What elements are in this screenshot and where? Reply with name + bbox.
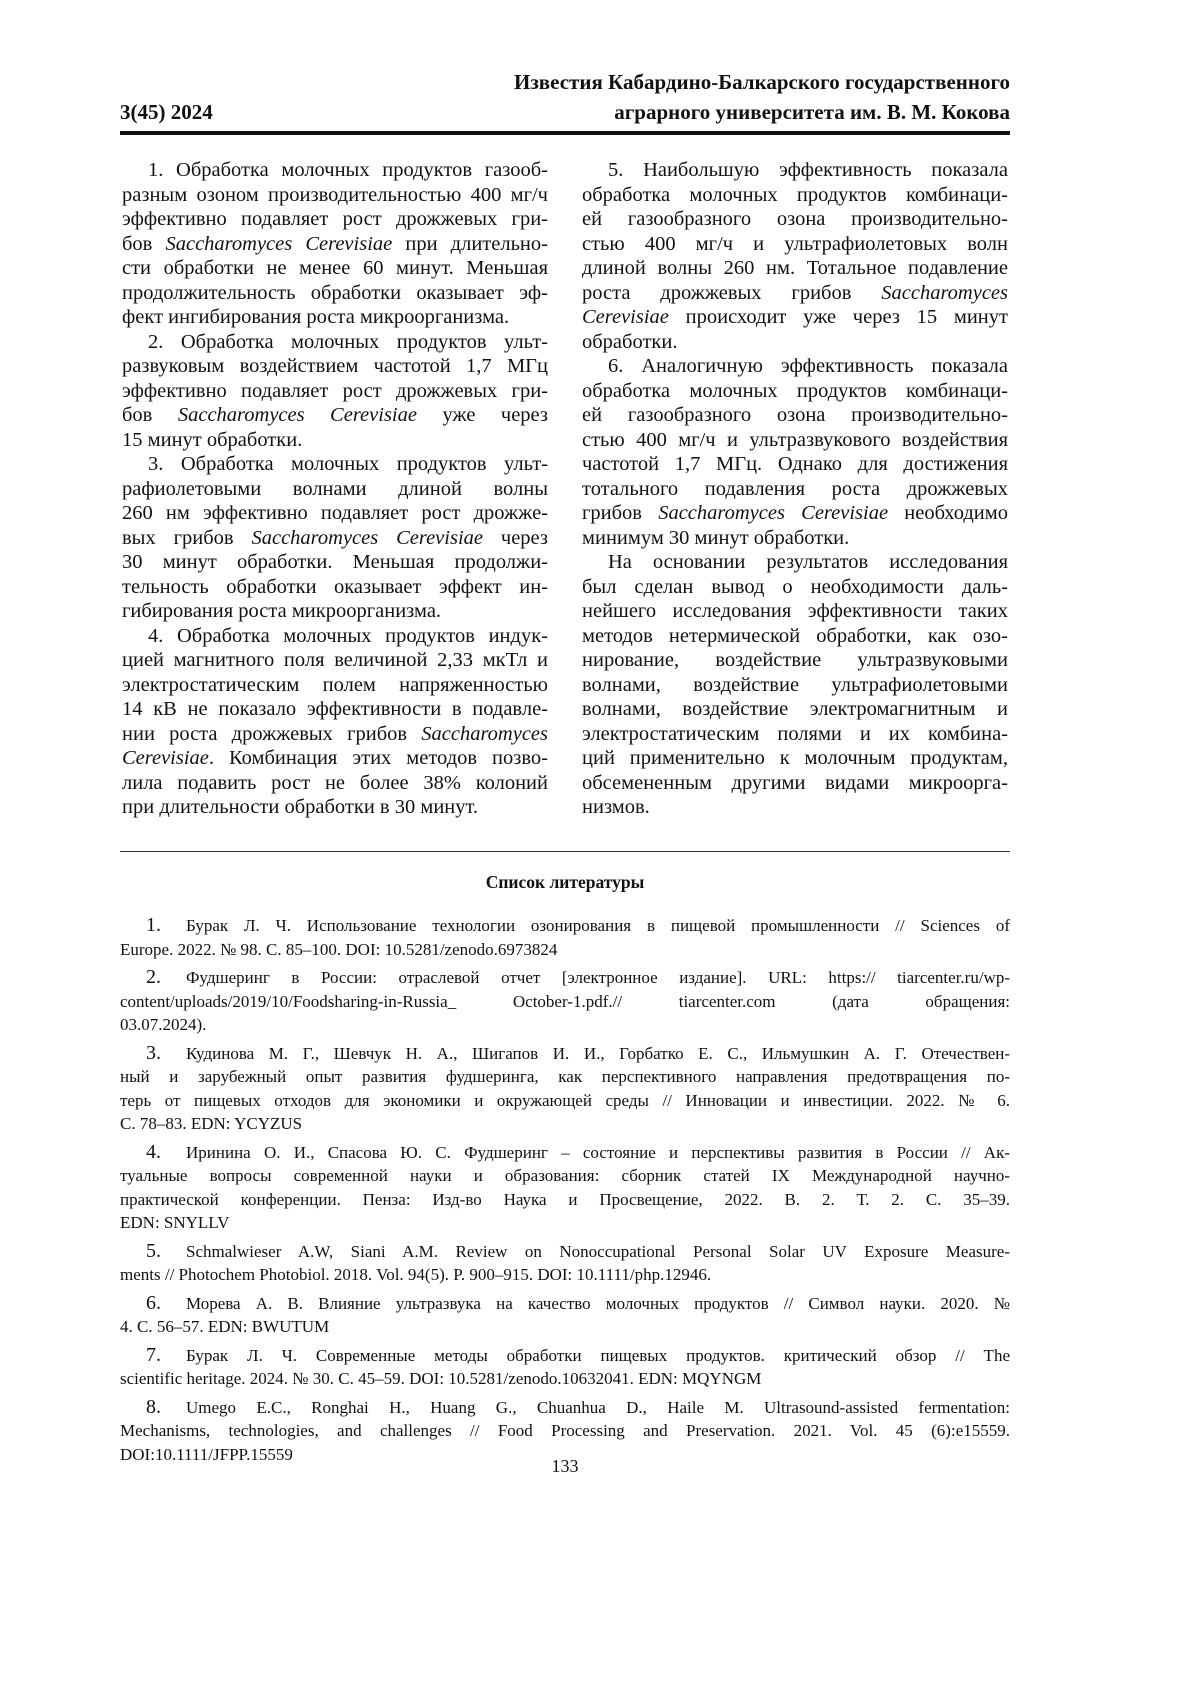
paragraph [122,330,548,453]
reference-text: Фудшеринг в России: отраслевой отчет [электронное издание]. URL: https:// tiarcenter.ru/wp- [186,968,1010,987]
reference-item [120,1292,1010,1339]
text-line [582,428,1008,453]
text-segment: волнами, воздействие ультрафиолетовыми [582,674,1008,696]
reference-line [120,1396,1010,1420]
text-line [122,158,548,183]
reference-text: Иринина О. И., Спасова Ю. С. Фудшеринг – состояние и перспективы развития в России // Ак- [186,1143,1010,1162]
text-segment: электростатическим полями и их комбина- [582,723,1008,745]
text-line [582,403,1008,428]
text-segment: эффективно подавляет рост дрожжевых гри- [122,208,548,230]
text-line [122,428,548,453]
text-line [582,158,1008,183]
reference-text: Umego E.C., Ronghai H., Huang G., Chuanhua D., Haile M. Ultrasound-assisted fermentation: [186,1398,1010,1417]
reference-text: практической конференции. Пенза: Изд-во Наука и Просвещение, 2022. В. 2. Т. 2. С. 35–39. [120,1190,1010,1209]
text-segment: развуковым воздействием частотой 1,7 МГц [122,355,548,377]
text-segment: 1. Обработка молочных продуктов газооб- [148,159,548,181]
text-segment: 260 нм эффективно подавляет рост дрожже- [122,502,548,524]
paragraph [582,158,1008,354]
text-line [122,354,548,379]
text-line [582,232,1008,257]
reference-number: 1. [146,914,186,938]
reference-line [120,1292,1010,1316]
reference-text: Mechanisms, technologies, and challenges // Food Processing and Preservation. 2021. Vol. 45 (6):e15559. [120,1421,1010,1440]
text-segment: стью 400 мг/ч и ультрафиолетовых волн [582,233,1008,255]
text-segment: минимум 30 минут обработки. [582,527,849,549]
text-line [122,452,548,477]
reference-item [120,1240,1010,1287]
text-line [582,526,1008,551]
reference-line [120,1211,1010,1235]
text-segment: нии роста дрожжевых грибов [122,723,421,745]
text-segment: цией магнитного поля величиной 2,33 мкТл и [122,649,548,671]
reference-line [120,1042,1010,1066]
right-column [582,158,1008,820]
header-divider [120,131,1010,135]
reference-number: 7. [146,1344,186,1368]
text-segment: нейшего исследования эффективности таких [582,600,1008,622]
text-line [582,354,1008,379]
text-segment: гибирования роста микроорганизма. [122,600,441,622]
text-line [122,281,548,306]
text-segment: фект ингибирования роста микроорганизма. [122,306,509,328]
text-line [582,379,1008,404]
text-line [122,207,548,232]
text-line [122,183,548,208]
text-segment: частотой 1,7 МГц. Однако для достижения [582,453,1008,475]
text-line [582,673,1008,698]
reference-text: туальные вопросы современной науки и образования: сборник статей IX Международной научно- [120,1166,1010,1185]
text-segment: 14 кВ не показало эффективности в подавле- [122,698,548,720]
text-line [122,648,548,673]
reference-text: EDN: SNYLLV [120,1213,229,1232]
text-line [122,501,548,526]
reference-text: ный и зарубежный опыт развития фудшеринга, как перспективного направления предотвращения по- [120,1067,1010,1086]
text-segment: продолжительность обработки оказывает эф- [122,282,548,304]
species-name: Cerevisiae [122,747,209,769]
text-segment: обработка молочных продуктов комбинаци- [582,184,1008,206]
text-line [582,795,1008,820]
text-line [122,305,548,330]
text-segment: бов [122,404,178,426]
text-line [122,256,548,281]
reference-line [120,1240,1010,1264]
text-segment: эффективно подавляет рост дрожжевых гри- [122,380,548,402]
text-segment: обработка молочных продуктов комбинаци- [582,380,1008,402]
reference-line [120,990,1010,1014]
text-line [582,501,1008,526]
reference-line [120,1013,1010,1037]
page-number: 133 [120,1456,1010,1477]
reference-text: Schmalwieser A.W, Siani A.M. Review on Nonoccupational Personal Solar UV Exposure Measure- [186,1242,1010,1261]
species-name: Saccharomyces Cerevisiae [165,233,392,255]
text-segment: 15 минут обработки. [122,429,302,451]
text-line [582,722,1008,747]
species-name: Saccharomyces Cerevisiae [178,404,417,426]
reference-number: 3. [146,1042,186,1066]
text-segment: сти обработки не менее 60 минут. Меньшая [122,257,548,279]
species-name: Saccharomyces Cerevisiae [251,527,483,549]
text-line [122,232,548,257]
species-name: Saccharomyces [421,723,548,745]
text-line [122,746,548,771]
text-line [582,746,1008,771]
reference-text: 03.07.2024). [120,1015,206,1034]
paragraph [122,452,548,624]
text-segment: при длительно- [392,233,548,255]
reference-item [120,1141,1010,1235]
left-column [122,158,548,820]
text-line [122,795,548,820]
text-line [122,722,548,747]
species-name: Saccharomyces [881,282,1008,304]
text-segment: нирование, воздействие ультразвуковыми [582,649,1008,671]
text-line [582,452,1008,477]
reference-line [120,1367,1010,1391]
text-line [582,599,1008,624]
paragraph [582,354,1008,550]
reference-text: ments // Photochem Photobiol. 2018. Vol. 94(5). P. 900–915. DOI: 10.1111/php.12946. [120,1265,711,1284]
text-segment: ей газообразного озона производительно- [582,404,1008,426]
text-segment: уже через [417,404,548,426]
text-segment: грибов [582,502,658,524]
reference-number: 6. [146,1292,186,1316]
text-segment: бов [122,233,165,255]
text-segment: разным озоном производительностью 400 мг/ч [122,184,548,206]
reference-line [120,1065,1010,1089]
text-segment: 3. Обработка молочных продуктов ульт- [148,453,548,475]
reference-line [120,1112,1010,1136]
text-line [122,477,548,502]
species-name: Cerevisiae [582,306,669,328]
text-line [582,624,1008,649]
reference-number: 8. [146,1396,186,1420]
text-line [122,575,548,600]
text-line [122,550,548,575]
text-segment: 6. Аналогичную эффективность показала [608,355,1008,377]
reference-text: С. 78–83. EDN: YCYZUS [120,1114,302,1133]
text-segment: низмов. [582,796,650,818]
reference-number: 2. [146,966,186,990]
paragraph [122,624,548,820]
journal-title-line2: аграрного университета им. В. М. Кокова [614,100,1010,125]
text-line [122,526,548,551]
text-line [122,599,548,624]
reference-item [120,1344,1010,1391]
reference-line [120,1141,1010,1165]
text-segment: при длительности обработки в 30 минут. [122,796,478,818]
text-segment: ций применительно к молочным продуктам, [582,747,1008,769]
reference-text: DOI:10.1111/JFPP.15559 [120,1445,293,1464]
text-line [582,771,1008,796]
species-name: Saccharomyces Cerevisiae [658,502,888,524]
text-segment: стью 400 мг/ч и ультразвукового воздействия [582,429,1008,451]
section-divider [120,851,1010,852]
text-line [122,403,548,428]
reference-text: Бурак Л. Ч. Современные методы обработки пищевых продуктов. критический обзор // The [186,1346,1010,1365]
text-segment: методов нетермической обработки, как озо- [582,625,1008,647]
reference-item [120,914,1010,961]
reference-line [120,1419,1010,1443]
text-segment: обсемененным другими видами микроорга- [582,772,1008,794]
text-segment: 4. Обработка молочных продуктов индук- [148,625,548,647]
text-segment: электростатическим полем напряженностью [122,674,548,696]
text-line [582,330,1008,355]
text-segment: волнами, воздействие электромагнитным и [582,698,1008,720]
issue-number: 3(45) 2024 [120,100,213,125]
text-line [582,697,1008,722]
reference-text: scientific heritage. 2024. № 30. С. 45–59. DOI: 10.5281/zenodo.10632041. EDN: MQYNGM [120,1369,761,1388]
reference-text: Морева А. В. Влияние ультразвука на качество молочных продуктов // Символ науки. 2020. № [186,1294,1010,1313]
text-segment: 30 минут обработки. Меньшая продолжи- [122,551,548,573]
text-segment: рафиолетовыми волнами длиной волны [122,478,548,500]
text-line [582,183,1008,208]
paragraph [122,158,548,330]
reference-line [120,1315,1010,1339]
reference-text: Europe. 2022. № 98. С. 85–100. DOI: 10.5281/zenodo.6973824 [120,940,557,959]
text-line [122,624,548,649]
references-list [120,914,1010,1471]
text-segment: необходимо [888,502,1008,524]
reference-text: терь от пищевых отходов для экономики и окружающей среды // Инновации и инвестиции. 2022. № 6. [120,1091,1010,1110]
reference-line [120,1263,1010,1287]
text-line [582,305,1008,330]
text-segment: На основании результатов исследования [608,551,1008,573]
text-segment: 5. Наибольшую эффективность показала [608,159,1008,181]
text-line [122,330,548,355]
text-line [582,575,1008,600]
reference-line [120,914,1010,938]
reference-number: 4. [146,1141,186,1165]
reference-text: 4. С. 56–57. EDN: BWUTUM [120,1317,329,1336]
text-line [582,648,1008,673]
text-line [582,281,1008,306]
reference-line [120,966,1010,990]
text-line [582,550,1008,575]
text-segment: вых грибов [122,527,251,549]
reference-line [120,1344,1010,1368]
text-segment: тельность обработки оказывает эффект ин- [122,576,548,598]
journal-title-line1: Известия Кабардино-Балкарского государственного [514,70,1010,95]
text-line [122,673,548,698]
reference-item [120,966,1010,1037]
text-line [582,256,1008,281]
reference-line [120,1089,1010,1113]
references-title: Список литературы [120,872,1010,893]
text-line [122,771,548,796]
text-segment: . Комбинация этих методов позво- [209,747,548,769]
reference-number: 5. [146,1240,186,1264]
text-segment: был сделан вывод о необходимости даль- [582,576,1008,598]
paragraph [582,550,1008,820]
text-segment: происходит уже через 15 минут [669,306,1008,328]
reference-text: content/uploads/2019/10/Foodsharing-in-Russia_ October-1.pdf.// tiarcenter.com (дата обращения: [120,992,1010,1011]
reference-text: Бурак Л. Ч. Использование технологии озонирования в пищевой промышленности // Sciences of [186,916,1010,935]
text-line [582,207,1008,232]
text-segment: тотального подавления роста дрожжевых [582,478,1008,500]
reference-text: Кудинова М. Г., Шевчук Н. А., Шигапов И. И., Горбатко Е. С., Ильмушкин А. Г. Отечествен- [186,1044,1010,1063]
reference-line [120,1164,1010,1188]
text-segment: 2. Обработка молочных продуктов ульт- [148,331,548,353]
text-line [582,477,1008,502]
text-segment: роста дрожжевых грибов [582,282,881,304]
text-line [122,697,548,722]
text-segment: ей газообразного озона производительно- [582,208,1008,230]
reference-item [120,1042,1010,1136]
text-segment: длиной волны 260 нм. Тотальное подавление [582,257,1008,279]
reference-line [120,1188,1010,1212]
text-segment: обработки. [582,331,677,353]
text-line [122,379,548,404]
reference-line [120,938,1010,962]
text-segment: лила подавить рост не более 38% колоний [122,772,548,794]
text-segment: через [483,527,548,549]
